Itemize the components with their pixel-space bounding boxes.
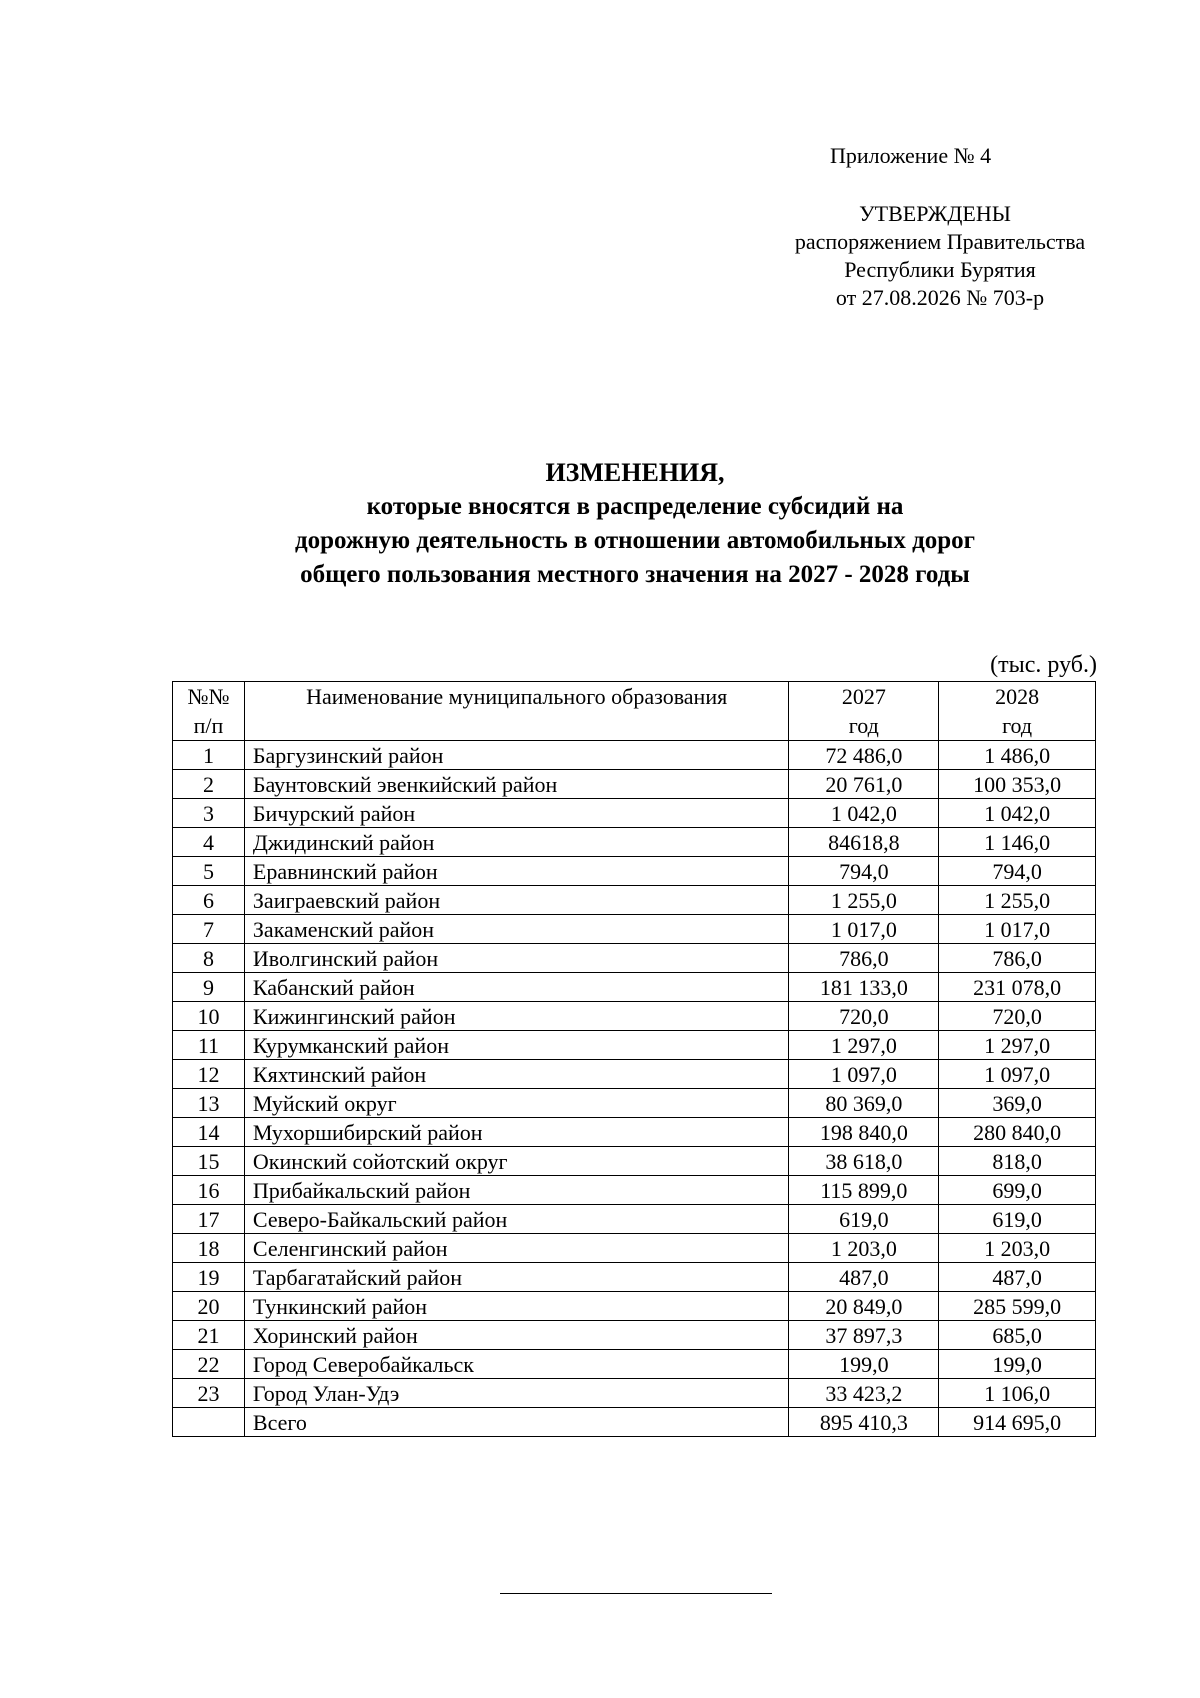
row-value-2027: 786,0 [789, 944, 939, 973]
row-value-2028: 619,0 [939, 1205, 1096, 1234]
row-value-2028: 786,0 [939, 944, 1096, 973]
appendix-label: Приложение № 4 [830, 143, 992, 168]
row-municipality: Тарбагатайский район [244, 1263, 789, 1292]
row-number: 10 [173, 1002, 245, 1031]
row-number: 20 [173, 1292, 245, 1321]
header-name: Наименование муниципального образования [244, 682, 789, 741]
row-value-2027: 38 618,0 [789, 1147, 939, 1176]
header-2027 [789, 682, 939, 741]
table-row [173, 915, 1096, 944]
row-value-2027: 181 133,0 [789, 973, 939, 1002]
row-value-2028: 794,0 [939, 857, 1096, 886]
row-value-2027: 72 486,0 [789, 741, 939, 770]
row-municipality: Курумканский район [244, 1031, 789, 1060]
row-value-2027: 80 369,0 [789, 1089, 939, 1118]
row-number: 22 [173, 1350, 245, 1379]
row-value-2028: 369,0 [939, 1089, 1096, 1118]
row-value-2028: 818,0 [939, 1147, 1096, 1176]
row-number: 21 [173, 1321, 245, 1350]
row-number: 5 [173, 857, 245, 886]
header-number-line-2: п/п [193, 713, 224, 738]
row-value-2028: 1 017,0 [939, 915, 1096, 944]
row-value-2028: 100 353,0 [939, 770, 1096, 799]
row-number: 9 [173, 973, 245, 1002]
row-municipality: Мухоршибирский район [244, 1118, 789, 1147]
document-subtitle-line-2: дорожную деятельность в отношении автомобильных дорог [294, 527, 975, 554]
row-number: 8 [173, 944, 245, 973]
table-header-row [173, 682, 1096, 741]
row-value-2028: 1 146,0 [939, 828, 1096, 857]
table-row [173, 1147, 1096, 1176]
row-value-2027: 199,0 [789, 1350, 939, 1379]
table-row [173, 1350, 1096, 1379]
row-value-2027: 198 840,0 [789, 1118, 939, 1147]
row-number: 13 [173, 1089, 245, 1118]
table-row [173, 944, 1096, 973]
row-number: 6 [173, 886, 245, 915]
row-municipality: Окинский сойотский округ [244, 1147, 789, 1176]
row-value-2027: 20 849,0 [789, 1292, 939, 1321]
approved-republic: Республики Бурятия [844, 257, 1036, 282]
table-row [173, 1234, 1096, 1263]
row-value-2028: 1 486,0 [939, 741, 1096, 770]
row-municipality: Город Улан-Удэ [244, 1379, 789, 1408]
row-value-2028: 199,0 [939, 1350, 1096, 1379]
row-municipality: Иволгинский район [244, 944, 789, 973]
approved-date-number: от 27.08.2026 № 703-р [835, 285, 1045, 310]
row-municipality: Северо-Байкальский район [244, 1205, 789, 1234]
row-municipality: Бичурский район [244, 799, 789, 828]
row-value-2028: 1 255,0 [939, 886, 1096, 915]
row-value-2027: 37 897,3 [789, 1321, 939, 1350]
table-row [173, 799, 1096, 828]
row-number: 7 [173, 915, 245, 944]
row-number: 11 [173, 1031, 245, 1060]
row-number: 12 [173, 1060, 245, 1089]
header-number [173, 682, 245, 741]
row-number: 18 [173, 1234, 245, 1263]
row-value-2028: 720,0 [939, 1002, 1096, 1031]
row-number: 15 [173, 1147, 245, 1176]
row-municipality: Закаменский район [244, 915, 789, 944]
row-value-2027: 115 899,0 [789, 1176, 939, 1205]
header-2027-line-2: год [848, 713, 879, 738]
table-row [173, 741, 1096, 770]
row-municipality: Баргузинский район [244, 741, 789, 770]
row-value-2027: 84618,8 [789, 828, 939, 857]
table-row [173, 857, 1096, 886]
table-row [173, 770, 1096, 799]
row-value-2028: 685,0 [939, 1321, 1096, 1350]
row-municipality: Баунтовский эвенкийский район [244, 770, 789, 799]
row-municipality: Тункинский район [244, 1292, 789, 1321]
row-number: 4 [173, 828, 245, 857]
table-row [173, 1292, 1096, 1321]
row-municipality: Прибайкальский район [244, 1176, 789, 1205]
table-row [173, 1176, 1096, 1205]
row-municipality: Муйский округ [244, 1089, 789, 1118]
row-number [173, 1408, 245, 1437]
table-total-row [173, 1408, 1096, 1437]
row-value-2028: 280 840,0 [939, 1118, 1096, 1147]
table-row [173, 1002, 1096, 1031]
row-value-2027: 1 203,0 [789, 1234, 939, 1263]
row-value-2028: 699,0 [939, 1176, 1096, 1205]
row-municipality: Кяхтинский район [244, 1060, 789, 1089]
row-value-2027: 1 255,0 [789, 886, 939, 915]
header-number-line-1: №№ [187, 684, 230, 709]
row-value-2027: 1 017,0 [789, 915, 939, 944]
row-number: 19 [173, 1263, 245, 1292]
row-value-2028: 231 078,0 [939, 973, 1096, 1002]
row-value-2028: 1 203,0 [939, 1234, 1096, 1263]
row-number: 23 [173, 1379, 245, 1408]
table-row [173, 1379, 1096, 1408]
document-heading [150, 456, 1120, 592]
approval-stamp-text [740, 200, 1140, 312]
row-value-2027: 1 297,0 [789, 1031, 939, 1060]
row-number: 1 [173, 741, 245, 770]
table-row [173, 1263, 1096, 1292]
row-value-2027: 1 097,0 [789, 1060, 939, 1089]
table-row [173, 1118, 1096, 1147]
table-row [173, 1031, 1096, 1060]
document-title: ИЗМЕНЕНИЯ, [545, 458, 725, 487]
row-value-2027: 895 410,3 [789, 1408, 939, 1437]
footer-divider [500, 1593, 772, 1594]
table-body [173, 741, 1096, 1437]
row-number: 16 [173, 1176, 245, 1205]
row-value-2028: 914 695,0 [939, 1408, 1096, 1437]
document-subtitle-line-1: которые вносятся в распределение субсидий на [366, 493, 904, 520]
row-municipality: Заиграевский район [244, 886, 789, 915]
header-2027-line-1: 2027 [841, 684, 886, 709]
row-municipality: Кижингинский район [244, 1002, 789, 1031]
approved-by-order: распоряжением Правительства [794, 229, 1086, 254]
row-number: 14 [173, 1118, 245, 1147]
row-number: 2 [173, 770, 245, 799]
row-number: 17 [173, 1205, 245, 1234]
row-value-2027: 1 042,0 [789, 799, 939, 828]
row-value-2028: 1 106,0 [939, 1379, 1096, 1408]
row-municipality: Хоринский район [244, 1321, 789, 1350]
table-row [173, 1205, 1096, 1234]
row-value-2027: 487,0 [789, 1263, 939, 1292]
table-row [173, 1060, 1096, 1089]
header-2028-line-2: год [1002, 713, 1033, 738]
row-value-2027: 33 423,2 [789, 1379, 939, 1408]
row-number: 3 [173, 799, 245, 828]
row-municipality: Селенгинский район [244, 1234, 789, 1263]
table-row [173, 1089, 1096, 1118]
row-value-2027: 720,0 [789, 1002, 939, 1031]
table-row [173, 828, 1096, 857]
row-value-2027: 20 761,0 [789, 770, 939, 799]
row-municipality: Еравнинский район [244, 857, 789, 886]
row-value-2028: 1 097,0 [939, 1060, 1096, 1089]
row-municipality: Всего [244, 1408, 789, 1437]
table-row [173, 973, 1096, 1002]
units-label: (тыс. руб.) [990, 652, 1097, 678]
row-municipality: Джидинский район [244, 828, 789, 857]
approved-label: УТВЕРЖДЕНЫ [859, 201, 1011, 226]
row-value-2028: 1 042,0 [939, 799, 1096, 828]
row-value-2028: 1 297,0 [939, 1031, 1096, 1060]
table-row [173, 1321, 1096, 1350]
row-value-2027: 619,0 [789, 1205, 939, 1234]
header-2028 [939, 682, 1096, 741]
header-2028-line-1: 2028 [995, 684, 1040, 709]
row-value-2028: 487,0 [939, 1263, 1096, 1292]
row-municipality: Город Северобайкальск [244, 1350, 789, 1379]
table-row [173, 886, 1096, 915]
row-value-2028: 285 599,0 [939, 1292, 1096, 1321]
document-subtitle-line-3: общего пользования местного значения на 2027 - 2028 годы [300, 561, 970, 588]
subsidy-table [172, 681, 1096, 1437]
row-value-2027: 794,0 [789, 857, 939, 886]
row-municipality: Кабанский район [244, 973, 789, 1002]
